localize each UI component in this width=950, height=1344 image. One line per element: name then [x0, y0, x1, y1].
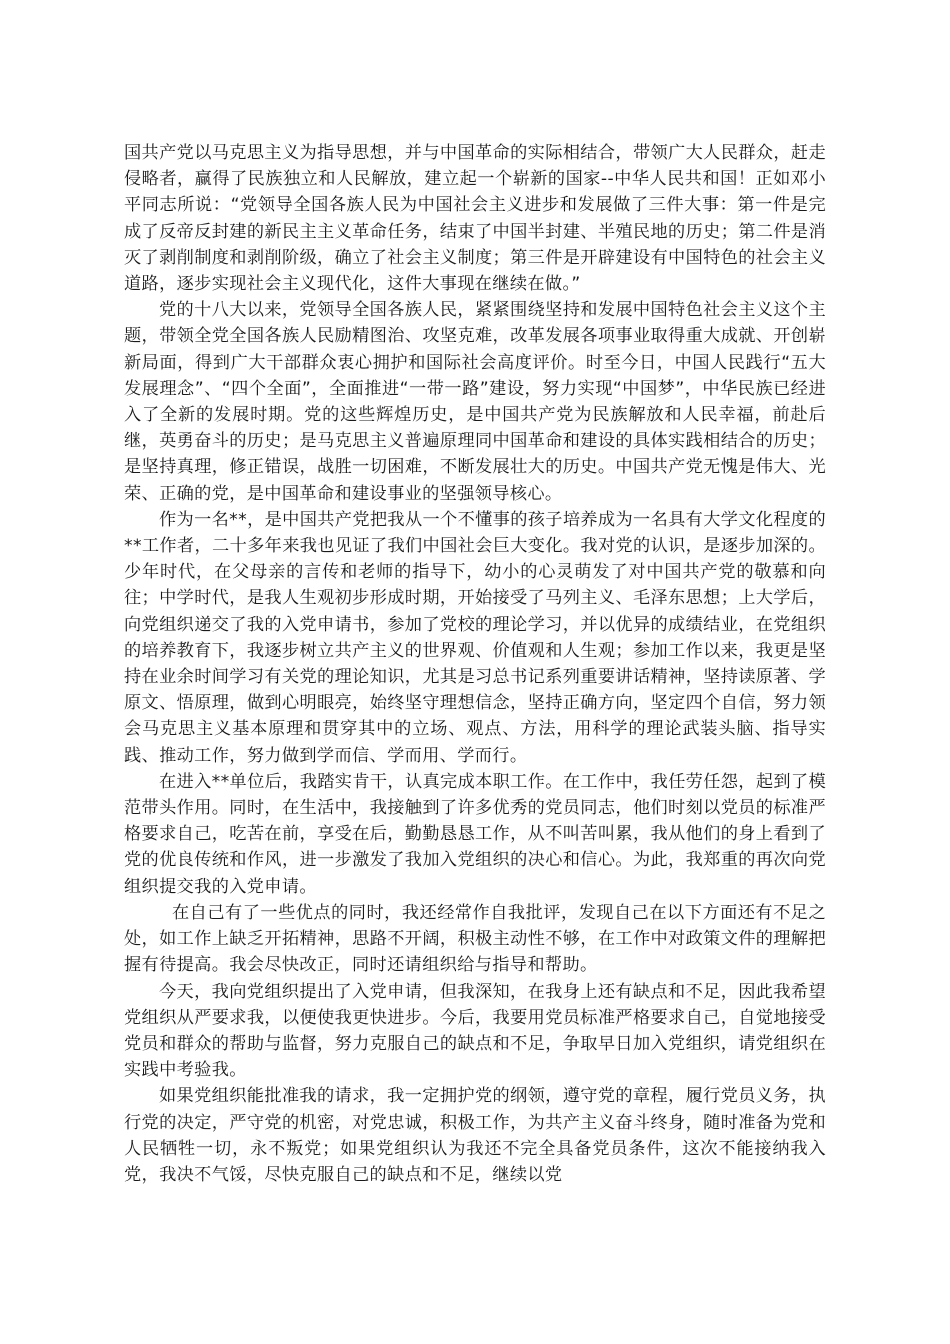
paragraph-personal-growth: 作为一名**，是中国共产党把我从一个不懂事的孩子培养成为一名具有大学文化程度的**工作者，二十多年来我也见证了我们中国社会巨大变化。我对党的认识，是逐步加深的。少年时代，在父母亲的言传和老师的指导下，幼小的心灵萌发了对中国共产党的敬慕和向往；中学时代，是我人生观初步形成时期，开始接受了马列主义、毛泽东思想；上大学后，向党组织递交了我的入党申请书，参加了党校的理论学习，并以优异的成绩结业，在党组织的培养教育下，我逐步树立共产主义的世界观、价值观和人生观；参加工作以来，我更是坚持在业余时间学习有关党的理论知识，尤其是习总书记系列重要讲话精神，坚持读原著、学原文、悟原理，做到心明眼亮，始终坚守理想信念，坚持正确方向，坚定四个自信，努力领会马克思主义基本原理和贯穿其中的立场、观点、方法，用科学的理论武装头脑、指导实践、推动工作，努力做到学而信、学而用、学而行。	[124, 509, 826, 766]
document-body	[124, 140, 826, 1188]
paragraph-work-experience: 在进入**单位后，我踏实肯干，认真完成本职工作。在工作中，我任劳任怨，起到了模范带头作用。同时，在生活中，我接触到了许多优秀的党员同志，他们时刻以党员的标准严格要求自己，吃苦在前，享受在后，勤勤恳恳工作，从不叫苦叫累，我从他们的身上看到了党的优良传统和作风，进一步激发了我加入党组织的决心和信心。为此，我郑重的再次向党组织提交我的入党申请。	[124, 771, 826, 897]
paragraph-self-criticism: 在自己有了一些优点的同时，我还经常作自我批评，发现自己在以下方面还有不足之处，如工作上缺乏开拓精神，思路不开阔，积极主动性不够，在工作中对政策文件的理解把握有待提高。我会尽快改正，同时还请组织给与指导和帮助。	[124, 902, 826, 976]
paragraph-party-since-18th-congress: 党的十八大以来，党领导全国各族人民，紧紧围绕坚持和发展中国特色社会主义这个主题，带领全党全国各族人民励精图治、攻坚克难，改革发展各项事业取得重大成就、开创崭新局面，得到广大干部群众衷心拥护和国际社会高度评价。时至今日，中国人民践行“五大发展理念”、“四个全面”，全面推进“一带一路”建设，努力实现“中国梦”，中华民族已经进入了全新的发展时期。党的这些辉煌历史，是中国共产党为民族解放和人民幸福，前赴后继，英勇奋斗的历史；是马克思主义普遍原理同中国革命和建设的具体实践相结合的历史；是坚持真理，修正错误，战胜一切困难，不断发展壮大的历史。中国共产党无愧是伟大、光荣、正确的党，是中国革命和建设事业的坚强领导核心。	[124, 300, 826, 504]
paragraph-commitment: 如果党组织能批准我的请求，我一定拥护党的纲领，遵守党的章程，履行党员义务，执行党的决定，严守党的机密，对党忠诚，积极工作，为共产主义奋斗终身，随时准备为党和人民牺牲一切，永不叛党；如果党组织认为我还不完全具备党员条件，这次不能接纳我入党，我决不气馁，尽快克服自己的缺点和不足，继续以党	[124, 1086, 826, 1185]
paragraph-continuation: 国共产党以马克思主义为指导思想，并与中国革命的实际相结合，带领广大人民群众，赶走侵略者，赢得了民族独立和人民解放，建立起一个崭新的国家--中华人民共和国！正如邓小平同志所说：“党领导全国各族人民为中国社会主义进步和发展做了三件大事：第一件是完成了反帝反封建的新民主主义革命任务，结束了中国半封建、半殖民地的历史；第二件是消灭了剥削制度和剥削阶级，确立了社会主义制度；第三件是开辟建设有中国特色的社会主义道路，逐步实现社会主义现代化，这件大事现在继续在做。”	[124, 143, 826, 295]
paragraph-application-statement: 今天，我向党组织提出了入党申请，但我深知，在我身上还有缺点和不足，因此我希望党组织从严要求我，以便使我更快进步。今后，我要用党员标准严格要求自己，自觉地接受党员和群众的帮助与监督，努力克服自己的缺点和不足，争取早日加入党组织，请党组织在实践中考验我。	[124, 981, 826, 1081]
